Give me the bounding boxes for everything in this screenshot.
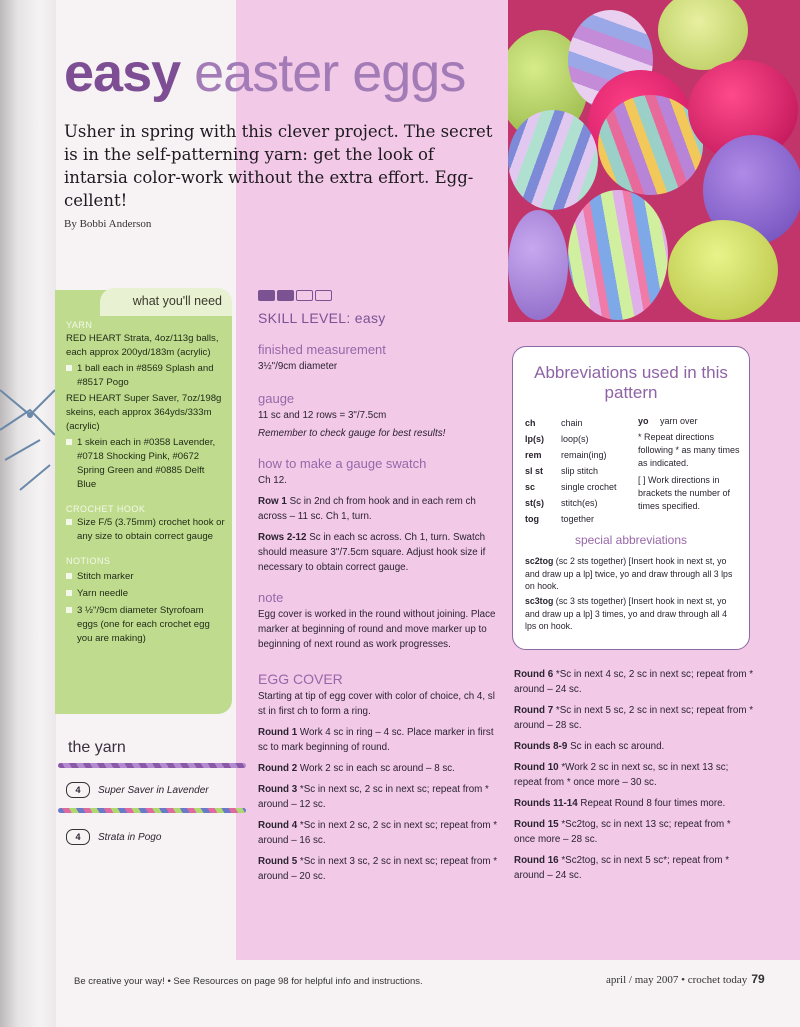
wire-doodle-decoration bbox=[0, 370, 60, 510]
abbr-entry bbox=[525, 513, 635, 526]
abbr-entry bbox=[525, 481, 635, 494]
yarn-1-item-text: 1 ball each in #8569 Splash and #8517 Pogo bbox=[77, 363, 214, 388]
abbr-value: (sc 2 sts together) [Insert hook in next st, yo and draw up a lp] twice, yo and draw through all 3 lps on hook. bbox=[525, 556, 733, 591]
round-label: Round 10 bbox=[514, 762, 559, 773]
abbr-value: slip stitch bbox=[561, 466, 599, 476]
yarn-2-item bbox=[66, 436, 226, 492]
page-folio bbox=[606, 972, 765, 986]
round-instruction bbox=[514, 760, 754, 790]
yarn-item-name: Super Saver in Lavender bbox=[98, 785, 209, 796]
yarn-item bbox=[66, 782, 209, 798]
folio-text: april / may 2007 • crochet today bbox=[606, 974, 748, 986]
round-label: Rounds 8-9 bbox=[514, 741, 568, 752]
egg-image bbox=[508, 110, 598, 210]
abbr-key: sc2tog bbox=[525, 556, 554, 566]
abbr-value: single crochet bbox=[561, 482, 617, 492]
title-rest: easter eggs bbox=[180, 43, 466, 103]
skill-bar-empty bbox=[296, 290, 313, 301]
round-instruction bbox=[258, 725, 498, 755]
yarn-weight-badge: 4 bbox=[66, 829, 90, 845]
round-instruction bbox=[514, 703, 754, 733]
row-text: Sc in each sc across. Ch 1, turn. Swatch should measure 3"/7.5cm square. Adjust hook size if necessary to obtain correct gauge. bbox=[258, 532, 486, 573]
egg-cover-intro: Starting at tip of egg cover with color of choice, ch 4, sl st in first ch to form a ring. bbox=[258, 691, 495, 717]
round-text: *Sc in next 3 sc, 2 sc in next sc; repeat from * around – 20 sc. bbox=[258, 856, 498, 882]
note-text: Egg cover is worked in the round without joining. Place marker at beginning of round and move marker up to beginning of next round as work progresses. bbox=[258, 609, 496, 650]
skill-level: SKILL LEVEL: easy bbox=[258, 310, 386, 326]
eggs-photo bbox=[508, 0, 800, 322]
egg-image bbox=[508, 210, 568, 320]
gauge-heading: gauge bbox=[258, 391, 295, 406]
abbr-entry bbox=[525, 497, 635, 510]
notion-item-text: Yarn needle bbox=[77, 588, 129, 599]
egg-image bbox=[568, 190, 668, 320]
round-text: Work 2 sc in each sc around – 8 sc. bbox=[297, 763, 455, 774]
abbr-entry bbox=[525, 449, 635, 462]
notion-item-text: 3 ½"/9cm diameter Styrofoam eggs (one for each crochet egg you are making) bbox=[77, 605, 210, 644]
abbr-entry bbox=[638, 415, 742, 428]
round-instruction bbox=[514, 817, 754, 847]
round-text: *Sc in next 5 sc, 2 sc in next sc; repeat from * around – 28 sc. bbox=[514, 705, 754, 731]
page-gutter bbox=[0, 0, 56, 1027]
round-label: Round 7 bbox=[514, 705, 554, 716]
abbr-key: sc bbox=[525, 482, 536, 492]
round-text: *Sc2tog, sc in next 5 sc*; repeat from * around – 24 sc. bbox=[514, 855, 730, 881]
round-text: Work 4 sc in ring – 4 sc. Place marker in first sc to mark beginning of round. bbox=[258, 727, 494, 753]
checkbox-icon bbox=[66, 573, 72, 579]
abbr-entry bbox=[525, 465, 635, 478]
yarn-2-description: RED HEART Super Saver, 7oz/198g skeins, each approx 364yds/333m (acrylic) bbox=[66, 393, 222, 432]
round-text: Sc in each sc around. bbox=[567, 741, 665, 752]
abbr-value: chain bbox=[561, 418, 583, 428]
gauge-section bbox=[258, 391, 498, 447]
round-label: Round 2 bbox=[258, 763, 298, 774]
round-label: Round 16 bbox=[514, 855, 559, 866]
abbr-key: yo bbox=[638, 416, 649, 426]
title-bold: easy bbox=[64, 43, 181, 103]
abbr-key: st(s) bbox=[525, 498, 545, 508]
gauge-note: Remember to check gauge for best results! bbox=[258, 428, 446, 439]
round-instruction bbox=[258, 761, 498, 776]
abbr-key: rem bbox=[525, 450, 542, 460]
round-label: Round 15 bbox=[514, 819, 559, 830]
materials-header bbox=[100, 288, 232, 316]
checkbox-icon bbox=[66, 365, 72, 371]
round-instruction bbox=[258, 854, 498, 884]
page-footer: Be creative your way! • See Resources on page 98 for helpful info and instructions. bbox=[74, 976, 423, 987]
finished-measurement-section bbox=[258, 342, 498, 380]
abbr-brackets: [ ] Work directions in brackets the number of times specified. bbox=[638, 475, 731, 511]
round-instruction bbox=[514, 667, 754, 697]
hook-item bbox=[66, 516, 226, 544]
special-abbreviations-heading: special abbreviations bbox=[574, 533, 688, 547]
checkbox-icon bbox=[66, 590, 72, 596]
yarn-1-item bbox=[66, 362, 226, 390]
page-number: 79 bbox=[751, 972, 765, 986]
row-label: Rows 2-12 bbox=[258, 532, 307, 543]
checkbox-icon bbox=[66, 519, 72, 525]
abbr-entry bbox=[525, 417, 635, 430]
skill-bar-empty bbox=[315, 290, 332, 301]
abbreviations-title: Abbreviations used in this pattern bbox=[534, 363, 728, 402]
row-text: Sc in 2nd ch from hook and in each rem ch across – 11 sc. Ch 1, turn. bbox=[258, 496, 476, 522]
round-instruction bbox=[258, 782, 498, 812]
round-text: *Sc in next 2 sc, 2 sc in next sc; repeat from * around – 16 sc. bbox=[258, 820, 498, 846]
swatch-row1 bbox=[258, 494, 498, 524]
intro-text: Usher in spring with this clever project. The secret is in the self-patterning yarn: get the look of intarsia color-work without the extra effort. Egg-cellent! bbox=[64, 122, 493, 210]
materials-header-text: what you'll need bbox=[132, 294, 222, 308]
round-text: *Sc in next sc, 2 sc in next sc; repeat from * around – 12 sc. bbox=[258, 784, 489, 810]
special-sc2tog bbox=[525, 555, 739, 593]
swatch-rows bbox=[258, 530, 498, 575]
egg-cover-heading: EGG COVER bbox=[258, 671, 343, 687]
yarn-2-item-text: 1 skein each in #0358 Lavender, #0718 Shocking Pink, #0672 Spring Green and #0885 Delft Blue bbox=[77, 437, 216, 490]
yarn-strand-pogo bbox=[58, 808, 246, 813]
round-label: Round 5 bbox=[258, 856, 298, 867]
yarn-weight-badge: 4 bbox=[66, 782, 90, 798]
abbr-star: * Repeat directions following * as many times as indicated. bbox=[638, 432, 740, 468]
page-title bbox=[64, 42, 465, 104]
round-text: Repeat Round 8 four times more. bbox=[577, 798, 726, 809]
abbr-value: yarn over bbox=[660, 416, 698, 426]
round-label: Round 4 bbox=[258, 820, 298, 831]
checkbox-icon bbox=[66, 607, 72, 613]
swatch-heading: how to make a gauge swatch bbox=[258, 456, 427, 471]
the-yarn-header: the yarn bbox=[68, 739, 126, 756]
abbreviations-right-list bbox=[638, 415, 742, 513]
finished-text: 3½"/9cm diameter bbox=[258, 361, 338, 372]
skill-bar-filled bbox=[258, 290, 275, 301]
notions-section-label: NOTIONS bbox=[66, 556, 111, 566]
gauge-text: 11 sc and 12 rows = 3"/7.5cm bbox=[258, 410, 387, 421]
abbr-key: lp(s) bbox=[525, 434, 544, 444]
skill-bar-filled bbox=[277, 290, 294, 301]
abbr-value: loop(s) bbox=[561, 434, 589, 444]
yarn-item bbox=[66, 829, 161, 845]
checkbox-icon bbox=[66, 439, 72, 445]
round-label: Round 3 bbox=[258, 784, 298, 795]
round-label: Rounds 11-14 bbox=[514, 798, 578, 809]
abbr-value: stitch(es) bbox=[561, 498, 598, 508]
swatch-section bbox=[258, 456, 498, 581]
round-text: *Sc in next 4 sc, 2 sc in next sc; repeat from * around – 24 sc. bbox=[514, 669, 754, 695]
note-heading: note bbox=[258, 590, 284, 605]
abbr-key: sc3tog bbox=[525, 596, 554, 606]
abbr-entry bbox=[525, 433, 635, 446]
notion-item bbox=[66, 604, 226, 646]
note-section bbox=[258, 590, 498, 658]
yarn-1-description: RED HEART Strata, 4oz/113g balls, each approx 200yd/183m (acrylic) bbox=[66, 333, 219, 358]
abbr-value: (sc 3 sts together) [Insert hook in next st, yo and draw up a lp] 3 times, yo and draw through all 4 lps on hook. bbox=[525, 596, 727, 631]
rounds-continued bbox=[514, 667, 754, 889]
hook-item-text: Size F/5 (3.75mm) crochet hook or any size to obtain correct gauge bbox=[77, 517, 225, 542]
row-label: Row 1 bbox=[258, 496, 287, 507]
yarn-section-label: YARN bbox=[66, 320, 93, 330]
round-instruction bbox=[514, 796, 754, 811]
notion-item-text: Stitch marker bbox=[77, 571, 134, 582]
yarn-strand-lavender bbox=[58, 763, 246, 768]
byline: By Bobbi Anderson bbox=[64, 218, 152, 230]
round-label: Round 1 bbox=[258, 727, 298, 738]
notion-item bbox=[66, 587, 226, 601]
abbreviations-box bbox=[512, 346, 750, 650]
round-text: *Sc2tog, sc in next 13 sc; repeat from * once more – 28 sc. bbox=[514, 819, 731, 845]
hook-section-label: CROCHET HOOK bbox=[66, 504, 146, 514]
materials-list bbox=[66, 318, 226, 646]
yarn-item-name: Strata in Pogo bbox=[98, 832, 162, 843]
finished-heading: finished measurement bbox=[258, 342, 386, 357]
round-instruction bbox=[514, 739, 754, 754]
egg-cover-section bbox=[258, 672, 498, 890]
abbr-key: ch bbox=[525, 418, 536, 428]
swatch-ch: Ch 12. bbox=[258, 475, 287, 486]
abbr-value: remain(ing) bbox=[561, 450, 607, 460]
abbr-key: tog bbox=[525, 514, 539, 524]
round-label: Round 6 bbox=[514, 669, 554, 680]
skill-level-indicator bbox=[258, 288, 334, 306]
round-instruction bbox=[514, 853, 754, 883]
notion-item bbox=[66, 570, 226, 584]
round-instruction bbox=[258, 818, 498, 848]
abbreviations-left-list bbox=[525, 417, 635, 529]
round-text: *Work 2 sc in next sc, sc in next 13 sc; repeat from * once more – 30 sc. bbox=[514, 762, 729, 788]
abbr-key: sl st bbox=[525, 466, 544, 476]
special-sc3tog bbox=[525, 595, 739, 633]
egg-image bbox=[668, 220, 778, 320]
abbr-value: together bbox=[561, 514, 595, 524]
